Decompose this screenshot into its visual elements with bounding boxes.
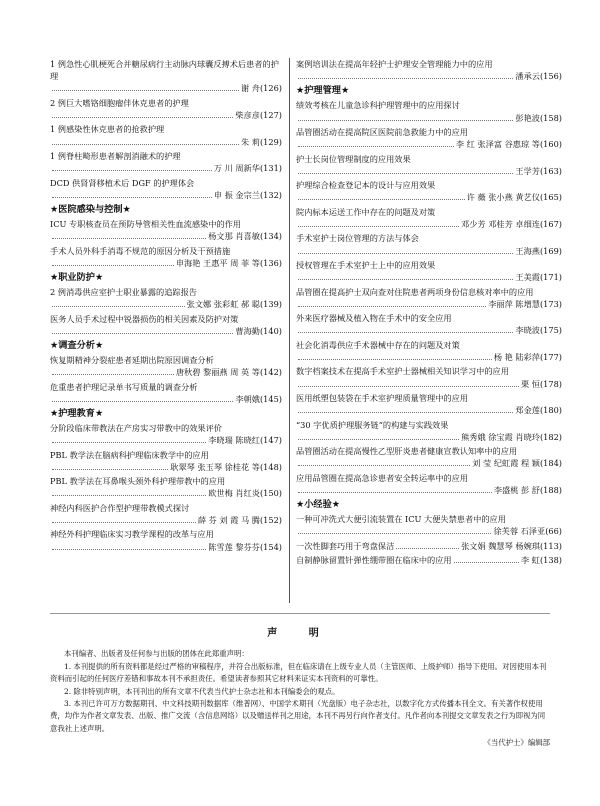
entry-title: 神经内科医护合作型护理带教模式探讨 <box>50 502 190 513</box>
entry-page: (175) <box>539 325 562 336</box>
leader-dots <box>298 173 513 174</box>
entry-title: 一种可冲洗式大便引流装置在 ICU 大便失禁患者中的应用 <box>296 514 506 525</box>
entry-page: (129) <box>259 136 282 147</box>
entry-authors: 潘承云 <box>515 71 540 82</box>
entry-authors: 王美霞 <box>515 272 540 283</box>
toc-entry[interactable] <box>296 126 562 150</box>
toc-entry[interactable] <box>50 528 282 552</box>
leader-dots <box>298 412 513 413</box>
entry-page: (154) <box>259 541 282 552</box>
leader-dots <box>298 386 519 387</box>
leader-dots <box>298 465 470 466</box>
toc-entry[interactable] <box>296 513 562 537</box>
toc-entry[interactable] <box>296 179 562 203</box>
toc-entry[interactable] <box>50 123 282 147</box>
entry-page: (156) <box>539 71 562 82</box>
leader-dots <box>52 549 206 550</box>
entry-page: (165) <box>539 192 562 203</box>
entry-authors: 李朝娥 <box>235 393 260 404</box>
toc-entry[interactable] <box>296 392 562 416</box>
toc-entry[interactable] <box>296 58 562 82</box>
entry-authors: 许 薇 张小燕 黄艺仪 <box>466 192 540 203</box>
toc-entry[interactable] <box>50 245 282 269</box>
leader-dots <box>298 226 459 227</box>
entry-page: (177) <box>539 351 562 362</box>
entry-authors: 李 红 张泽富 谷惠琼 等 <box>455 139 540 150</box>
leader-dots <box>298 78 513 79</box>
toc-entry[interactable] <box>50 218 282 242</box>
entry-title: ICU 专职核查员在预防导管相关性血流感染中的作用 <box>50 218 241 229</box>
entry-page: (163) <box>539 165 562 176</box>
entry-title: 1 例急性心肌梗死合并糖尿病行主动脉内球囊反搏术后患者的护理 <box>50 59 279 82</box>
entry-authors: 万 川 周新华 <box>213 163 260 174</box>
leader-dots <box>298 492 492 493</box>
leader-dots <box>298 306 486 307</box>
entry-authors: 徐芙蓉 石泽亚 <box>493 526 546 537</box>
toc-entry[interactable] <box>50 177 282 201</box>
entry-page: (158) <box>539 112 562 123</box>
entry-page: (180) <box>539 405 562 416</box>
entry-title: 护理综合检查登记本的设计与应用效果 <box>296 180 436 191</box>
entry-authors: 申海艳 王惠平 周 菲 等 <box>175 257 260 268</box>
notice-item-3: 3. 本刊已许可万方数据期刊、中文科技期刊数据库（维普网）、中国学术期刊（光盘版）电子杂志社，以数字化方式传播本刊全文。有关著作权使用费，均作为作者文章发表、出版、推广交流（含信息网络）以及赠送样刊之用途，本刊不再另行向作者支付。凡作者向本刊提交文章发表之行为即视为同意我社上述声明。 <box>50 699 546 733</box>
column-divider <box>289 58 290 603</box>
leader-dots <box>298 253 513 254</box>
leader-dots <box>52 197 212 198</box>
leader-dots <box>52 374 174 375</box>
entry-title: 1 例感染性休克患者的抢救护理 <box>50 124 165 135</box>
entry-page: (169) <box>539 245 562 256</box>
leader-dots <box>52 238 206 239</box>
entry-page: (66) <box>545 526 562 537</box>
leader-dots <box>52 401 233 402</box>
section-heading: ★护理教育★ <box>50 407 104 419</box>
entry-page: (140) <box>259 325 282 336</box>
entry-title: 品管圈活动在提高院区医院前急救能力中的应用 <box>296 127 468 137</box>
toc-entry[interactable] <box>50 150 282 174</box>
entry-title: 恢复期精神分裂症患者延期出院原因调查分析 <box>50 354 214 365</box>
entry-authors: 薛 芬 刘 霞 马 腾 <box>197 514 260 525</box>
entry-title: 危重患者护理记录单书写质量的调查分析 <box>50 381 198 392</box>
entry-title: 绩效考核在儿童急诊科护理管理中的应用探讨 <box>296 100 460 111</box>
entry-title: 案例培训法在提高年轻护士护理安全管理能力中的应用 <box>296 59 493 69</box>
entry-title: 自制静脉留置针弹性绷带圈在临床中的应用 <box>296 555 452 566</box>
toc-entry[interactable] <box>50 354 282 378</box>
entry-title: 神经外科护理临床实习教学课程的改革与应用 <box>50 529 214 540</box>
entry-page: (182) <box>539 431 562 442</box>
toc-entry[interactable] <box>296 312 562 336</box>
leader-dots <box>52 306 185 307</box>
toc-entry[interactable] <box>50 381 282 405</box>
leader-dots <box>298 359 492 360</box>
entry-authors: 李晓波 <box>515 325 540 336</box>
leader-dots <box>52 265 174 266</box>
entry-page: (132) <box>259 189 282 200</box>
entry-authors: 邓少芳 邓桂芳 卓细连 <box>461 218 540 229</box>
notice-intro: 本刊编者、出版者及任何参与出版的团体在此郑重声明： <box>64 649 249 659</box>
table-of-contents <box>50 58 562 603</box>
entry-authors: 柴彦彦 <box>235 110 260 120</box>
leader-dots <box>52 90 239 91</box>
leader-dots <box>52 117 233 118</box>
section-heading: ★护理管理★ <box>296 85 350 97</box>
toc-entry[interactable] <box>296 365 562 389</box>
entry-page: (142) <box>259 367 282 378</box>
entry-title: 2 例巨大嗜铬细胞瘤伴休克患者的护理 <box>50 97 189 108</box>
toc-entry[interactable] <box>296 232 562 256</box>
toc-entry[interactable] <box>50 97 282 121</box>
entry-authors: 王学芳 <box>515 165 540 176</box>
toc-entry[interactable] <box>50 422 282 446</box>
notice-title: 声 明 <box>267 628 333 639</box>
entry-title: 应用品管圈在提高急诊患者安全转运率中的应用 <box>296 472 468 483</box>
entry-page: (147) <box>259 435 282 446</box>
leader-dots <box>52 495 206 496</box>
leader-dots <box>298 146 454 147</box>
section-heading: ★小经验★ <box>296 499 341 511</box>
toc-entry[interactable] <box>296 286 562 310</box>
toc-entry[interactable] <box>50 286 282 310</box>
entry-authors: 彭艳波 <box>515 112 540 123</box>
entry-page: (126) <box>259 83 282 94</box>
entry-authors: 王海燕 <box>515 245 540 256</box>
entry-page: (171) <box>539 272 562 283</box>
entry-authors: 申 振 金宗兰 <box>213 189 260 200</box>
entry-authors: 李盛桃 彭 舒 <box>493 484 540 495</box>
entry-authors: 李晓瑞 陈晓红 <box>208 435 260 446</box>
toc-entry[interactable] <box>296 472 562 496</box>
entry-authors: 李 虹 <box>520 555 540 566</box>
entry-page: (139) <box>259 299 282 310</box>
entry-title: 分阶段临床带教法在产房实习带教中的效果评价 <box>50 422 222 433</box>
section-divider <box>50 613 550 614</box>
leader-dots <box>298 332 513 333</box>
entry-page: (184) <box>539 458 562 469</box>
leader-dots <box>52 170 212 171</box>
toc-entry[interactable] <box>50 58 282 95</box>
entry-title: PBL 教学法在脑病科护理临床教学中的应用 <box>50 449 209 460</box>
entry-page: (152) <box>259 514 282 525</box>
entry-title: DCD 供肾肾移植术后 DGF 的护理体会 <box>50 177 195 188</box>
entry-authors: 张文娜 张彩虹 郝 聪 <box>186 299 260 310</box>
entry-page: (173) <box>539 298 562 309</box>
entry-page: (145) <box>259 393 282 404</box>
entry-page: (167) <box>539 218 562 229</box>
entry-page: (131) <box>259 163 282 174</box>
entry-page: (160) <box>539 139 562 150</box>
leader-dots <box>52 442 206 443</box>
entry-page: (113) <box>539 540 562 551</box>
statement-notice <box>50 628 550 750</box>
entry-page: (148) <box>259 461 282 472</box>
entry-authors: 欧世梅 肖红炎 <box>208 488 260 499</box>
leader-dots <box>52 469 168 470</box>
leader-dots <box>298 199 465 200</box>
toc-entry[interactable] <box>50 475 282 499</box>
leader-dots <box>298 533 491 534</box>
toc-left-column <box>50 58 282 555</box>
toc-entry[interactable] <box>296 540 562 552</box>
entry-page: (178) <box>539 378 562 389</box>
entry-authors: 刘 莹 纪虹霞 程 颖 <box>472 458 540 469</box>
toc-entry[interactable] <box>50 449 282 473</box>
entry-title: 医务人员手术过程中锐器损伤的相关因素及防护对策 <box>50 313 239 324</box>
entry-title: 授权管理在手术室护士上中的应用效果 <box>296 259 436 270</box>
entry-title: 2 例消毒供应室护士职业暴露的追踪报告 <box>50 286 197 297</box>
entry-authors: 曹海勤 <box>235 325 260 336</box>
entry-authors: 耿翠琴 张玉琴 徐桂花 等 <box>170 461 260 472</box>
entry-authors: 郑金莲 <box>515 405 540 416</box>
entry-title: 品管圈活动在提高慢性乙型肝炎患者健康宣教认知率中的应用 <box>296 446 518 457</box>
leader-dots <box>52 333 233 334</box>
section-heading: ★医院感染与控制★ <box>50 203 131 215</box>
entry-title: 手术室护士岗位管理的方法与体会 <box>296 233 419 244</box>
leader-dots <box>52 522 196 523</box>
entry-page: (138) <box>539 555 562 566</box>
notice-item-1: 1. 本刊提供的所有资料都是经过严格的审稿程序，并符合出版标准，但在临床请在上级专业人员（主管医师、上级护师）指导下使用。对因使用本刊资料而引起的任何医疗差错和事故本刊不承担责任。希望读者参照其它材料来证实本刊资料的可靠性。 <box>50 661 547 684</box>
entry-title: 1 例脊柱畸形患者解剖消融术的护理 <box>50 150 181 161</box>
entry-title: 品管圈在提高护士双向查对住院患者两项身份信息核对率中的应用 <box>296 286 534 297</box>
entry-title: 医用纸塑包装袋在手术室护理质量管理中的应用 <box>296 392 468 403</box>
toc-right-column <box>296 58 562 569</box>
entry-page: (136) <box>259 257 282 268</box>
toc-entry[interactable] <box>296 419 562 443</box>
toc-entry[interactable] <box>296 554 562 566</box>
entry-title: “30 字优质护理服务链”的构建与实践效果 <box>296 419 449 430</box>
entry-title: PBL 教学法在耳鼻喉头颈外科护理带教中的应用 <box>50 476 226 487</box>
leader-dots <box>298 439 459 440</box>
entry-authors: 陈雪莲 黎芬芬 <box>208 541 260 552</box>
entry-authors: 张文娟 魏慧琴 杨婉琪 <box>461 540 540 551</box>
entry-authors: 杨 艳 陆彩萍 <box>493 351 540 362</box>
leader-dots <box>298 120 513 121</box>
entry-page: (127) <box>259 110 282 120</box>
entry-authors: 熊秀娥 徐宝霞 肖晓玲 <box>461 431 540 442</box>
section-heading: ★调查分析★ <box>50 339 104 351</box>
toc-entry[interactable] <box>296 206 562 230</box>
entry-page: (188) <box>539 484 562 495</box>
entry-page: (134) <box>259 231 282 242</box>
entry-title: 手术人员外科手消毒不规范的原因分析及干预措施 <box>50 245 231 256</box>
entry-title: 社会化消毒供应手术器械中存在的问题及对策 <box>296 339 460 350</box>
entry-title: 数字档案技术在提高手术室护士器械相关知识学习中的应用 <box>296 366 509 377</box>
toc-entry[interactable] <box>296 445 562 469</box>
entry-title: 院内标本运送工作中存在的问题及对策 <box>296 206 436 217</box>
notice-item-2: 2. 除非特别声明，本刊刊出的所有文章不代表当代护士杂志社和本刊编委会的观点。 <box>64 686 340 696</box>
toc-entry[interactable] <box>50 313 282 337</box>
entry-authors: 杨文那 肖喜敏 <box>208 231 260 242</box>
notice-signature: 《当代护士》编辑部 <box>483 738 550 748</box>
entry-authors: 谢 舟 <box>240 83 260 94</box>
entry-authors: 栗 恒 <box>520 378 540 389</box>
toc-entry[interactable] <box>296 339 562 363</box>
entry-authors: 李丽萍 陈增慧 <box>488 298 540 309</box>
toc-entry[interactable] <box>296 153 562 177</box>
section-heading: ★职业防护★ <box>50 271 104 283</box>
entry-authors: 唐秋碧 黎丽燕 周 英 等 <box>175 367 260 378</box>
leader-dots <box>454 562 519 563</box>
toc-entry[interactable] <box>50 502 282 526</box>
entry-authors: 朱 莉 <box>240 136 260 147</box>
entry-title: 护士长岗位管理制度的应用效果 <box>296 153 411 164</box>
toc-entry[interactable] <box>296 259 562 283</box>
entry-page: (150) <box>259 488 282 499</box>
leader-dots <box>52 144 239 145</box>
entry-title: 一次性脚套巧用于弯盘保洁 <box>296 540 395 551</box>
leader-dots <box>298 279 513 280</box>
entry-title: 外来医疗器械及植入物在手术中的安全应用 <box>296 313 452 324</box>
leader-dots <box>396 548 459 549</box>
toc-entry[interactable] <box>296 99 562 123</box>
